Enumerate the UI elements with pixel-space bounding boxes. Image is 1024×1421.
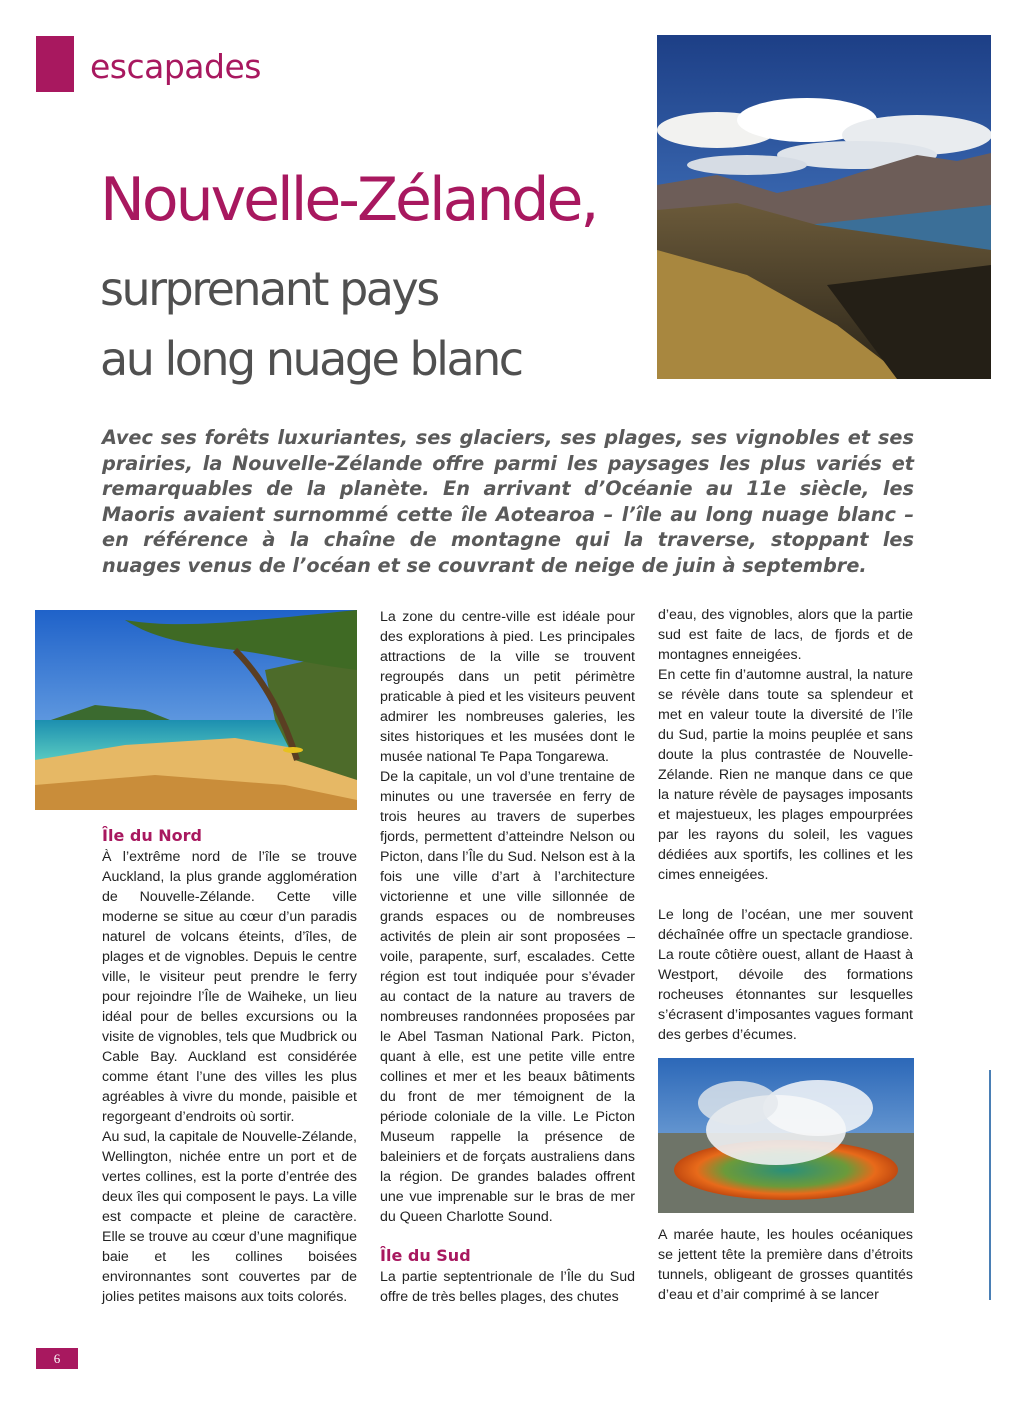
- paragraph: La partie septentrionale de l’Île du Sud offre de très belles plages, des chutes: [380, 1269, 635, 1305]
- column-3-bottom: [658, 1225, 913, 1305]
- paragraph: Au sud, la capitale de Nouvelle-Zélande, Wellington, nichée entre un port et de vertes collines, est la porte d’entrée des deux îles qui composent le pays. La ville est compacte et pleine de caractère. Elle se trouve au cœur d’une magnifique baie et les collines boisées environnantes sont couvertes par de jolies petites maisons aux toits colorés.: [102, 1129, 357, 1305]
- paragraph: A marée haute, les houles océaniques se jettent tête la première dans d’étroits tunnels, obligeant de grosses quantités d’eau et d’air comprimé à se lancer: [658, 1227, 913, 1303]
- intro-paragraph: Avec ses forêts luxuriantes, ses glaciers, ses plages, ses vignobles et ses prairies, la Nouvelle-Zélande offre parmi les paysages les plus variés et remarquables de la planète. En arrivant d’Océanie au 11e siècle, les Maoris avaient surnommé cette île Aotearoa – l’île au long nuage blanc – en référence à la chaîne de montagne qui la traverse, stoppant les nuages venus de l’océan et se couvrant de neige de juin à septembre.: [102, 426, 914, 577]
- heading-ile-du-nord: Île du Nord: [102, 826, 202, 845]
- section-color-bar: [36, 36, 74, 92]
- column-3-top: [658, 605, 913, 1045]
- column-2: [380, 607, 635, 1307]
- article-title: Nouvelle-Zélande,: [100, 165, 597, 235]
- section-label: escapades: [90, 47, 261, 86]
- mountain-landscape-photo: [657, 35, 991, 379]
- paragraph: En cette fin d’automne austral, la nature se révèle dans toute sa splendeur et met en valeur toute la diversité de l’île du Sud, partie la moins peuplée et sans doute la plus contrastée de Nouvelle-Zélande. Rien ne manque dans ce que la nature révèle de paysages imposants et majestueux, les plages empourprées par les rayons du soleil, les vagues dédiées aux sportifs, les collines et les cimes enneigées.: [658, 667, 913, 883]
- paragraph: Le long de l’océan, une mer souvent déchaînée offre un spectacle grandiose. La route côtière ouest, allant de Haast à Westport, dévoile des formations rocheuses étonnantes sur lesquelles s’écrasent d’imposantes vagues formant des gerbes d’écumes.: [658, 907, 913, 1043]
- paragraph: d’eau, des vignobles, alors que la partie sud est faite de lacs, de fjords et de montagnes enneigées.: [658, 607, 913, 663]
- beach-photo: [35, 610, 357, 810]
- column-1: [102, 825, 357, 1307]
- paragraph: La zone du centre-ville est idéale pour des explorations à pied. Les principales attractions de la ville se trouvent regroupés dans un petit périmètre praticable à pied et les visiteurs peuvent admirer les nombreuses galeries, les sites historiques et les musées dont le musée national Te Papa Tongarewa.: [380, 609, 635, 765]
- article-subtitle-line1: surprenant pays: [100, 262, 438, 316]
- page-number: 6: [36, 1348, 78, 1369]
- heading-ile-du-sud: Île du Sud: [380, 1246, 471, 1265]
- page-edge-line: [989, 1070, 991, 1300]
- paragraph: À l’extrême nord de l’île se trouve Auckland, la plus grande agglomération de Nouvelle-Zélande. Cette ville moderne se situe au cœur d’un paradis naturel de volcans éteints, d’îles, de plages et de vignobles. Depuis le centre ville, le visiteur peut prendre le ferry pour rejoindre l’Île de Waiheke, un lieu idéal pour de belles excursions ou la visite de vignobles, tels que Mudbrick ou Cable Bay. Auckland est considérée comme étant l’une des villes les plus agréables à vivre du monde, paisible et regorgeant d’endroits où sortir.: [102, 849, 357, 1125]
- article-subtitle-line2: au long nuage blanc: [100, 332, 522, 386]
- paragraph: De la capitale, un vol d’une trentaine de minutes ou une traversée en ferry de trois heures au travers de superbes fjords, permettent d’atteindre Nelson ou Picton, dans l’Île du Sud. Nelson est à la fois une ville d’art à l’architecture victorienne et une ville sillonnée de grands espaces ou de nombreuses activités de plein air sont proposées – voile, parapente, surf, escalades. Cette région est tout indiquée pour s’évader au contact de la nature au travers de nombreuses randonnées proposées par le Abel Tasman National Park. Picton, quant à elle, est une petite ville entre collines et mer et les beaux bâtiments du front de mer témoignent de la période coloniale de la ville. Le Picton Museum rappelle la présence de baleiniers et de forçats australiens dans la région. De grandes balades offrent une vue imprenable sur le bras de mer du Queen Charlotte Sound.: [380, 769, 635, 1225]
- hot-spring-photo: [658, 1058, 914, 1213]
